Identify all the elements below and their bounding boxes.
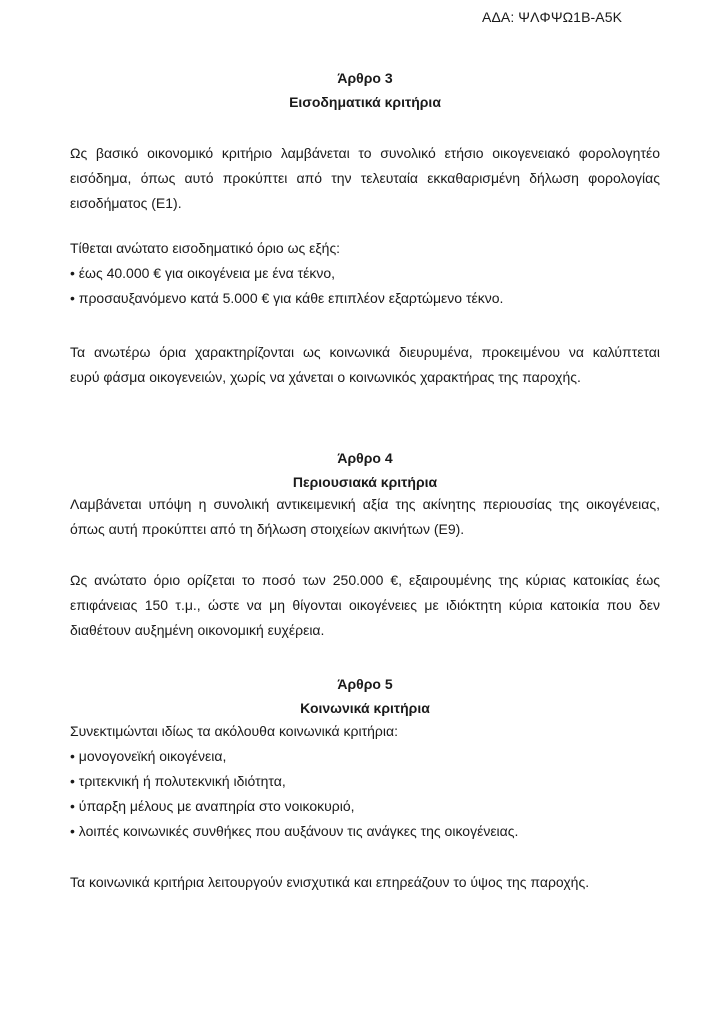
text-line: Λαμβάνεται υπόψη η συνολική αντικειμενική αξία της ακίνητης περιουσίας της οικογένειας, xyxy=(70,496,660,512)
article-5-title: Κοινωνικά κριτήρια xyxy=(300,700,430,716)
article-3-paragraph-1 xyxy=(70,141,660,216)
text-line: διαθέτουν αυξημένη οικονομική ευχέρεια. xyxy=(70,622,325,638)
article-3-title: Εισοδηματικά κριτήρια xyxy=(289,94,441,110)
text-line: επιφάνειας 150 τ.μ., ώστε να μη θίγονται οικογένειες με ιδιόκτητη κύρια κατοικία που δεν xyxy=(70,597,660,613)
article-4-paragraph-1 xyxy=(70,492,660,542)
bullet-item: • έως 40.000 € για οικογένεια με ένα τέκνο, xyxy=(70,265,336,281)
bullet-item: • προσαυξανόμενο κατά 5.000 € για κάθε επιπλέον εξαρτώμενο τέκνο. xyxy=(70,290,504,306)
article-3-number: Άρθρο 3 xyxy=(337,70,393,86)
article-4-title: Περιουσιακά κριτήρια xyxy=(292,474,438,490)
ada-identifier: ΑΔΑ: ΨΛΦΨΩ1Β-Α5Κ xyxy=(482,9,623,25)
bullet-item: • ύπαρξη μέλους με αναπηρία στο νοικοκυριό, xyxy=(70,798,355,814)
article-3-paragraph-2 xyxy=(70,236,660,311)
text-line: Ως ανώτατο όριο ορίζεται το ποσό των 250.000 €, εξαιρουμένης της κύριας κατοικίας έως xyxy=(70,572,660,588)
text-line: Τα ανωτέρω όρια χαρακτηρίζονται ως κοινωνικά διευρυμένα, προκειμένου να καλύπτεται xyxy=(70,344,660,360)
text-line: Τα κοινωνικά κριτήρια λειτουργούν ενισχυτικά και επηρεάζουν το ύψος της παροχής. xyxy=(70,874,590,890)
text-line: εισόδημα, όπως αυτό προκύπτει από την τελευταία εκκαθαρισμένη δήλωση φορολογίας xyxy=(70,170,660,186)
social-criteria-intro: Συνεκτιμώνται ιδίως τα ακόλουθα κοινωνικά κριτήρια: xyxy=(70,723,398,739)
article-5-closing xyxy=(70,870,660,895)
text-line: εισοδήματος (Ε1). xyxy=(70,195,182,211)
article-5-list xyxy=(70,719,660,844)
article-4-paragraph-2 xyxy=(70,568,660,643)
text-line: ευρύ φάσμα οικογενειών, χωρίς να χάνεται ο κοινωνικός χαρακτήρας της παροχής. xyxy=(70,369,581,385)
text-line: Ως βασικό οικονομικό κριτήριο λαμβάνεται το συνολικό ετήσιο οικογενειακό φορολογητέο xyxy=(70,145,660,161)
text-line: όπως αυτή προκύπτει από τη δήλωση στοιχείων ακινήτων (Ε9). xyxy=(70,521,465,537)
article-3-paragraph-3 xyxy=(70,340,660,390)
bullet-item: • μονογονεϊκή οικογένεια, xyxy=(70,748,227,764)
income-limit-intro: Τίθεται ανώτατο εισοδηματικό όριο ως εξής: xyxy=(70,240,341,256)
article-4-number: Άρθρο 4 xyxy=(337,450,393,466)
bullet-item: • τριτεκνική ή πολυτεκνική ιδιότητα, xyxy=(70,773,286,789)
bullet-item: • λοιπές κοινωνικές συνθήκες που αυξάνουν τις ανάγκες της οικογένειας. xyxy=(70,823,519,839)
article-5-number: Άρθρο 5 xyxy=(337,676,393,692)
